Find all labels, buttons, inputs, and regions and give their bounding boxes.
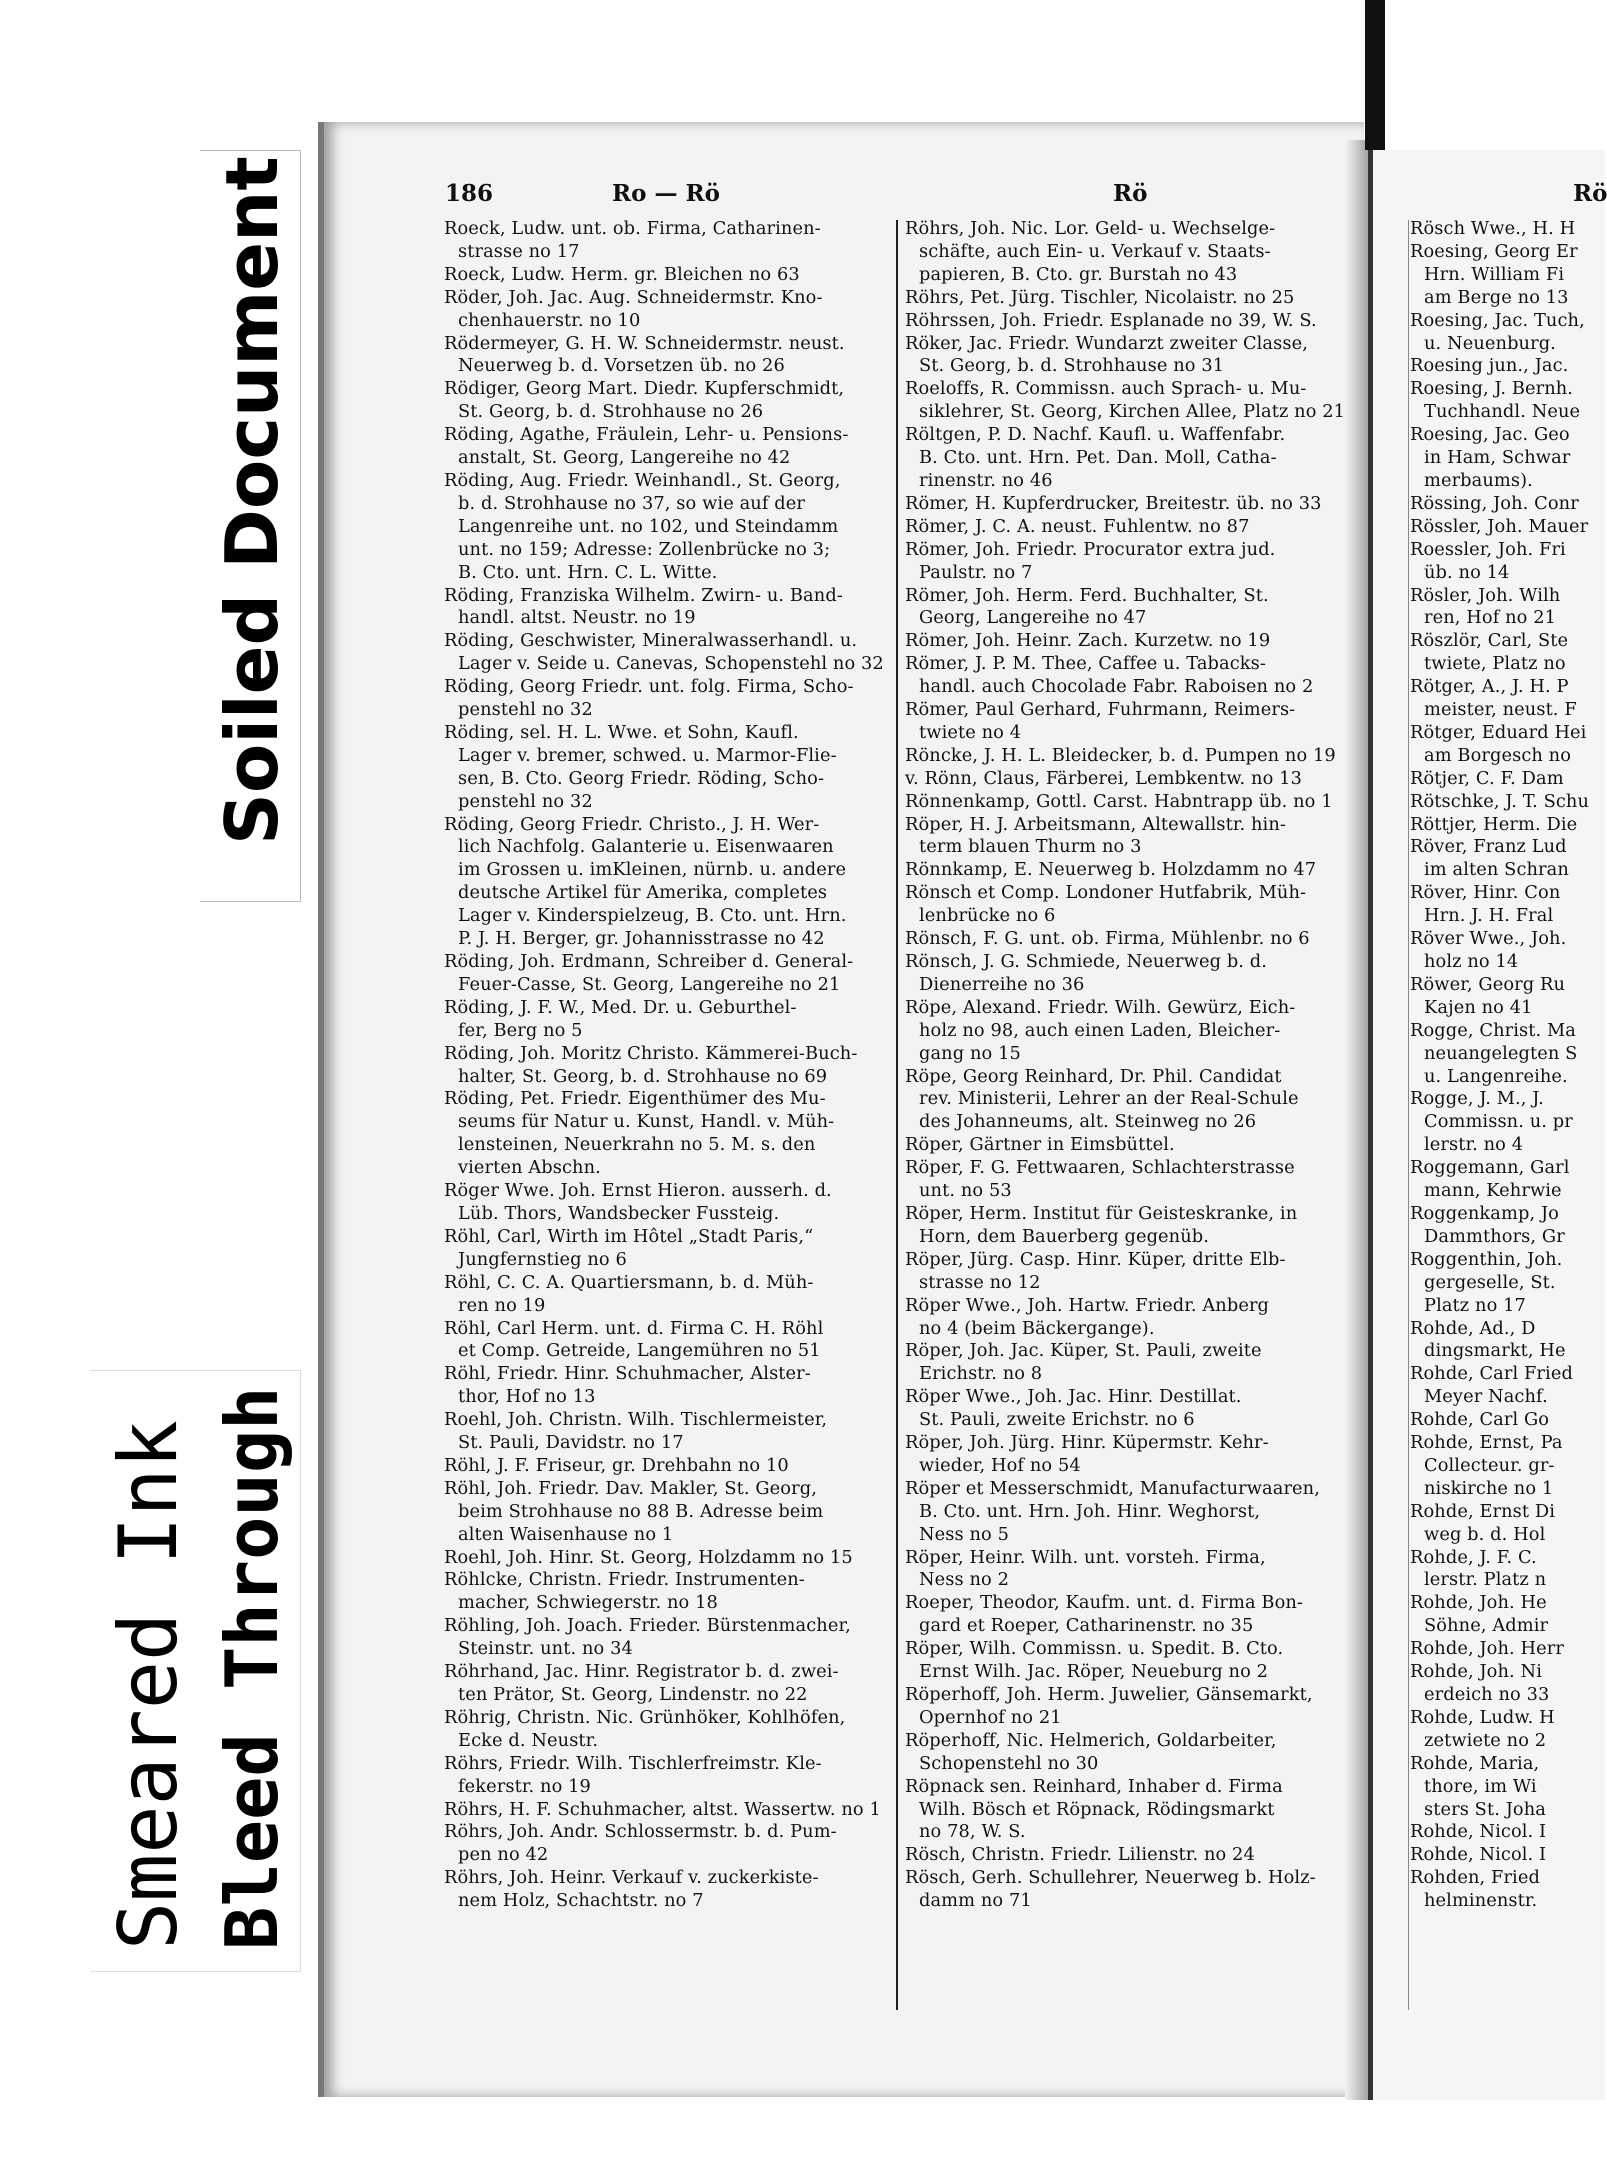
directory-line: strasse no 12 xyxy=(919,1271,1041,1293)
directory-line: B. Cto. unt. Hrn. Joh. Hinr. Weghorst, xyxy=(919,1500,1261,1522)
directory-line: im Grossen u. imKleinen, nürnb. u. andere xyxy=(458,859,847,881)
directory-line: Rohde, Joh. Ni xyxy=(1410,1661,1542,1683)
directory-line: thor, Hof no 13 xyxy=(458,1386,596,1408)
directory-line: Feuer-Casse, St. Georg, Langereihe no 21 xyxy=(458,973,841,995)
directory-line: Rohde, Nicol. I xyxy=(1410,1821,1547,1843)
directory-line: Roeck, Ludw. Herm. gr. Bleichen no 63 xyxy=(444,263,800,285)
directory-line: Roesing, Jac. Tuch, xyxy=(1410,309,1585,331)
directory-line: Roggenkamp, Jo xyxy=(1410,1202,1559,1224)
directory-line: gard et Roeper, Catharinenstr. no 35 xyxy=(919,1615,1254,1637)
directory-line: lenbrücke no 6 xyxy=(919,905,1056,927)
directory-line: fer, Berg no 5 xyxy=(458,1019,583,1041)
directory-line: Römer, Paul Gerhard, Fuhrmann, Reimers- xyxy=(905,699,1296,721)
directory-line: Röper, H. J. Arbeitsmann, Altewallstr. hin- xyxy=(905,813,1286,835)
directory-line: Röper, Jürg. Casp. Hinr. Küper, dritte Elb- xyxy=(905,1248,1286,1270)
directory-line: Röhling, Joh. Joach. Frieder. Bürstenmacher, xyxy=(444,1615,851,1637)
directory-line: Dammthors, Gr xyxy=(1424,1225,1565,1247)
directory-line: Rönsch, J. G. Schmiede, Neuerweg b. d. xyxy=(905,951,1268,972)
directory-line: alten Waisenhause no 1 xyxy=(458,1523,674,1545)
directory-line: Römer, Joh. Heinr. Zach. Kurzetw. no 19 xyxy=(905,630,1271,652)
directory-line: Röhrs, Joh. Nic. Lor. Geld- u. Wechselge- xyxy=(905,218,1276,239)
directory-line: Schopenstehl no 30 xyxy=(919,1752,1099,1774)
directory-line: ren no 19 xyxy=(458,1294,546,1316)
directory-line: thore, im Wi xyxy=(1424,1775,1537,1797)
directory-line: Roeper, Theodor, Kaufm. unt. d. Firma Bon- xyxy=(905,1592,1304,1614)
directory-line: penstehl no 32 xyxy=(458,699,593,721)
directory-line: Georg, Langereihe no 47 xyxy=(919,607,1147,629)
directory-line: handl. auch Chocolade Fabr. Raboisen no 2 xyxy=(919,676,1314,698)
directory-line: beim Strohhause no 88 B. Adresse beim xyxy=(458,1500,824,1522)
directory-line: term blauen Thurm no 3 xyxy=(919,836,1142,858)
directory-line: Röper, Heinr. Wilh. unt. vorsteh. Firma, xyxy=(905,1546,1266,1568)
directory-line: Steinstr. unt. no 34 xyxy=(458,1638,633,1660)
running-header-left: Ro — Rö xyxy=(612,180,720,207)
column-divider xyxy=(896,220,898,2010)
directory-line: Röpe, Alexand. Friedr. Wilh. Gewürz, Eich- xyxy=(905,996,1296,1018)
directory-line: u. Neuenburg. xyxy=(1424,332,1556,354)
directory-line: Roggenthin, Joh. xyxy=(1410,1248,1563,1270)
directory-line: Röper, Herm. Institut für Geisteskranke, in xyxy=(905,1202,1298,1224)
directory-line: twiete no 4 xyxy=(919,721,1022,743)
directory-line: Römer, H. Kupferdrucker, Breitestr. üb. no 33 xyxy=(905,492,1322,514)
directory-line: fekerstr. no 19 xyxy=(458,1775,591,1797)
directory-line: Paulstr. no 7 xyxy=(919,561,1033,583)
directory-line: weg b. d. Hol xyxy=(1424,1523,1546,1545)
directory-line: Röhl, Joh. Friedr. Dav. Makler, St. Georg, xyxy=(444,1477,817,1499)
directory-line: Roessler, Joh. Fri xyxy=(1410,538,1566,560)
directory-line: des Johanneums, alt. Steinweg no 26 xyxy=(919,1111,1257,1133)
directory-line: in Ham, Schwar xyxy=(1424,447,1571,469)
directory-line: Ecke d. Neustr. xyxy=(458,1729,599,1751)
directory-line: Rödermeyer, G. H. W. Schneidermstr. neust. xyxy=(444,332,845,354)
directory-line: P. J. H. Berger, gr. Johannisstrasse no 42 xyxy=(458,928,825,950)
directory-line: Röper, Joh. Jac. Küper, St. Pauli, zweite xyxy=(905,1340,1262,1362)
directory-line: Rötger, A., J. H. P xyxy=(1410,676,1569,698)
directory-line: Rogge, Christ. Ma xyxy=(1410,1019,1577,1041)
directory-line: Roehl, Joh. Christn. Wilh. Tischlermeister, xyxy=(444,1409,828,1431)
directory-line: Röding, Georg Friedr. Christo., J. H. Wer- xyxy=(444,813,820,835)
directory-line: meister, neust. F xyxy=(1424,699,1577,721)
directory-line: halter, St. Georg, b. d. Strohhause no 69 xyxy=(458,1065,828,1087)
directory-line: Röhl, Carl, Wirth im Hôtel „Stadt Paris,“ xyxy=(444,1225,814,1247)
directory-line: strasse no 17 xyxy=(458,240,580,262)
directory-line: Neuerweg b. d. Vorsetzen üb. no 26 xyxy=(458,355,785,377)
directory-line: St. Pauli, Davidstr. no 17 xyxy=(458,1432,684,1454)
left-column xyxy=(444,218,892,1913)
directory-line: deutsche Artikel für Amerika, completes xyxy=(458,882,828,904)
directory-line: merbaums). xyxy=(1424,469,1533,491)
directory-line: Röper, Gärtner in Eimsbüttel. xyxy=(905,1134,1175,1156)
directory-line: B. Cto. unt. Hrn. Pet. Dan. Moll, Catha- xyxy=(919,447,1277,469)
directory-line: Kajen no 41 xyxy=(1424,996,1533,1018)
directory-line: Jungfernstieg no 6 xyxy=(458,1248,627,1270)
directory-line: Röhrs, Joh. Heinr. Verkauf v. zuckerkiste- xyxy=(444,1867,819,1889)
directory-line: Wilh. Bösch et Röpnack, Rödingsmarkt xyxy=(919,1798,1275,1820)
directory-line: Roehl, Joh. Hinr. St. Georg, Holzdamm no 15 xyxy=(444,1546,853,1568)
directory-line: Röwer, Georg Ru xyxy=(1410,973,1565,995)
directory-line: Rohde, Carl Go xyxy=(1410,1409,1550,1431)
directory-line: Rösch Wwe., H. H xyxy=(1410,218,1576,239)
directory-line: Römer, J. C. A. neust. Fuhlentw. no 87 xyxy=(905,515,1250,537)
directory-line: St. Pauli, zweite Erichstr. no 6 xyxy=(919,1409,1195,1431)
soiled-document-label: Soiled Document xyxy=(210,156,294,845)
directory-line: Röpnack sen. Reinhard, Inhaber d. Firma xyxy=(905,1775,1283,1797)
directory-line: Meyer Nachf. xyxy=(1424,1386,1548,1408)
directory-line: Röperhoff, Joh. Herm. Juwelier, Gänsemarkt, xyxy=(905,1684,1313,1705)
directory-line: Rogge, J. M., J. xyxy=(1410,1088,1544,1110)
directory-line: Rohde, Maria, xyxy=(1410,1752,1540,1774)
directory-line: handl. altst. Neustr. no 19 xyxy=(458,607,696,629)
directory-line: im alten Schran xyxy=(1424,859,1569,881)
directory-line: St. Georg, b. d. Strohhause no 31 xyxy=(919,355,1225,377)
directory-line: Rösch, Gerh. Schullehrer, Neuerweg b. Holz- xyxy=(905,1867,1316,1889)
directory-line: Röhrs, Pet. Jürg. Tischler, Nicolaistr. no 25 xyxy=(905,286,1295,308)
smeared-ink-label: Smeared Ink xyxy=(102,1420,195,1950)
directory-line: Röper, Joh. Jürg. Hinr. Küpermstr. Kehr- xyxy=(905,1432,1269,1454)
directory-line: am Berge no 13 xyxy=(1424,286,1569,308)
directory-line: rinenstr. no 46 xyxy=(919,469,1053,491)
directory-line: Ernst Wilh. Jac. Röper, Neueburg no 2 xyxy=(919,1661,1269,1683)
directory-line: Röger Wwe. Joh. Ernst Hieron. ausserh. d. xyxy=(444,1180,832,1202)
directory-line: Röding, Franziska Wilhelm. Zwirn- u. Band- xyxy=(444,584,843,606)
directory-line: Römer, Joh. Herm. Ferd. Buchhalter, St. xyxy=(905,584,1269,606)
directory-line: Röder, Joh. Jac. Aug. Schneidermstr. Kno- xyxy=(444,286,823,308)
directory-line: Rötger, Eduard Hei xyxy=(1410,721,1587,743)
directory-line: gang no 15 xyxy=(919,1042,1021,1064)
directory-line: unt. no 159; Adresse: Zollenbrücke no 3; xyxy=(458,538,831,560)
directory-line: ten Prätor, St. Georg, Lindenstr. no 22 xyxy=(458,1684,808,1705)
directory-line: Collecteur. gr- xyxy=(1424,1454,1555,1476)
bleed-through-label: Bleed Through xyxy=(210,1386,294,1950)
directory-line: Rösler, Joh. Wilh xyxy=(1410,584,1561,606)
directory-line: Röker, Jac. Friedr. Wundarzt zweiter Classe, xyxy=(905,332,1308,354)
directory-line: Rohde, Carl Fried xyxy=(1410,1363,1573,1385)
directory-line: Röszlör, Carl, Ste xyxy=(1410,630,1569,652)
directory-line: Rönsch, F. G. unt. ob. Firma, Mühlenbr. no 6 xyxy=(905,928,1310,950)
directory-line: Röding, Joh. Moritz Christo. Kämmerei-Buch- xyxy=(444,1042,858,1064)
directory-line: Röding, Agathe, Fräulein, Lehr- u. Pensions- xyxy=(444,424,849,446)
directory-line: Rohden, Fried xyxy=(1410,1867,1540,1889)
directory-line: Erichstr. no 8 xyxy=(919,1363,1043,1385)
adjacent-column-divider xyxy=(1408,220,1409,2010)
directory-line: Röncke, J. H. L. Bleidecker, b. d. Pumpen no 19 xyxy=(905,744,1336,766)
directory-line: Rohde, Ernst Di xyxy=(1410,1500,1556,1522)
directory-line: am Borgesch no xyxy=(1424,744,1572,766)
directory-line: Hrn. William Fi xyxy=(1424,263,1565,285)
directory-line: Roesing, J. Bernh. xyxy=(1410,378,1574,400)
directory-line: Röper, Wilh. Commissn. u. Spedit. B. Cto. xyxy=(905,1638,1284,1660)
directory-line: üb. no 14 xyxy=(1424,561,1510,583)
directory-line: vierten Abschn. xyxy=(458,1157,601,1179)
directory-line: Söhne, Admir xyxy=(1424,1615,1549,1637)
directory-line: B. Cto. unt. Hrn. C. L. Witte. xyxy=(458,561,718,583)
directory-line: macher, Schwiegerstr. no 18 xyxy=(458,1592,718,1614)
directory-line: Langenreihe unt. no 102, und Steindamm xyxy=(458,515,839,537)
directory-line: Rohde, Joh. Herr xyxy=(1410,1638,1564,1660)
directory-line: v. Rönn, Claus, Färberei, Lembkentw. no 13 xyxy=(905,767,1302,789)
directory-line: Röper, F. G. Fettwaaren, Schlachterstrasse xyxy=(905,1157,1295,1179)
directory-line: pen no 42 xyxy=(458,1844,549,1866)
directory-line: Ness no 5 xyxy=(919,1523,1010,1545)
directory-line: Röpe, Georg Reinhard, Dr. Phil. Candidat xyxy=(905,1065,1282,1087)
directory-line: Röhrs, H. F. Schuhmacher, altst. Wassertw. no 1 xyxy=(444,1798,881,1820)
directory-line: Lager v. Seide u. Canevas, Schopenstehl no 32 xyxy=(458,653,884,675)
directory-line: Roggemann, Garl xyxy=(1410,1157,1570,1179)
directory-line: et Comp. Getreide, Langemühren no 51 xyxy=(458,1340,821,1362)
directory-line: Röding, J. F. W., Med. Dr. u. Geburthel- xyxy=(444,996,797,1018)
directory-line: niskirche no 1 xyxy=(1424,1477,1554,1499)
directory-line: Röhl, Carl Herm. unt. d. Firma C. H. Röhl xyxy=(444,1317,824,1339)
directory-line: Röper et Messerschmidt, Manufacturwaaren, xyxy=(905,1477,1320,1499)
directory-line: damm no 71 xyxy=(919,1890,1032,1912)
directory-line: Commissn. u. pr xyxy=(1424,1111,1573,1133)
directory-line: Roeck, Ludw. unt. ob. Firma, Catharinen- xyxy=(444,218,821,239)
directory-line: Rötjer, C. F. Dam xyxy=(1410,767,1564,789)
directory-line: holz no 14 xyxy=(1424,951,1519,972)
directory-line: Rönsch et Comp. Londoner Hutfabrik, Müh- xyxy=(905,882,1307,904)
directory-line: lensteinen, Neuerkrahn no 5. M. s. den xyxy=(458,1134,816,1156)
directory-line: ren, Hof no 21 xyxy=(1424,607,1557,629)
directory-line: schäfte, auch Ein- u. Verkauf v. Staats- xyxy=(919,240,1271,262)
directory-line: Röhl, J. F. Friseur, gr. Drehbahn no 10 xyxy=(444,1454,789,1476)
directory-line: Röper Wwe., Joh. Hartw. Friedr. Anberg xyxy=(905,1294,1270,1316)
directory-line: Röhl, Friedr. Hinr. Schuhmacher, Alster- xyxy=(444,1363,811,1385)
directory-line: Rönnkamp, E. Neuerweg b. Holzdamm no 47 xyxy=(905,859,1317,881)
directory-line: anstalt, St. Georg, Langereihe no 42 xyxy=(458,447,791,469)
directory-line: Rösch, Christn. Friedr. Lilienstr. no 24 xyxy=(905,1844,1255,1866)
directory-line: Römer, J. P. M. Thee, Caffee u. Tabacks- xyxy=(905,653,1266,675)
directory-line: gergeselle, St. xyxy=(1424,1271,1556,1293)
directory-line: Opernhof no 21 xyxy=(919,1706,1062,1728)
directory-line: Röhrhand, Jac. Hinr. Registrator b. d. zwei- xyxy=(444,1661,839,1683)
directory-line: Röhrs, Joh. Andr. Schlossermstr. b. d. Pum- xyxy=(444,1821,837,1843)
directory-line: dingsmarkt, He xyxy=(1424,1340,1566,1362)
directory-line: Röding, Joh. Erdmann, Schreiber d. General- xyxy=(444,951,854,972)
directory-line: sen, B. Cto. Georg Friedr. Röding, Scho- xyxy=(458,767,825,789)
directory-line: Röver, Franz Lud xyxy=(1410,836,1567,858)
directory-line: Rohde, Joh. He xyxy=(1410,1592,1547,1614)
directory-line: Rötschke, J. T. Schu xyxy=(1410,790,1590,812)
directory-line: lerstr. no 4 xyxy=(1424,1134,1524,1156)
right-column xyxy=(905,218,1345,1913)
directory-line: helminenstr. xyxy=(1424,1890,1538,1912)
directory-line: Röding, Aug. Friedr. Weinhandl., St. Georg, xyxy=(444,469,841,491)
directory-line: Rödiger, Georg Mart. Diedr. Kupferschmidt, xyxy=(444,378,845,400)
directory-line: Ness no 2 xyxy=(919,1569,1010,1591)
directory-line: Römer, Joh. Friedr. Procurator extra jud. xyxy=(905,538,1276,560)
directory-line: St. Georg, b. d. Strohhause no 26 xyxy=(458,401,764,423)
directory-line: zetwiete no 2 xyxy=(1424,1729,1547,1751)
directory-line: no 4 (beim Bäckergange). xyxy=(919,1317,1155,1339)
directory-line: Rohde, Nicol. I xyxy=(1410,1844,1547,1866)
page-number: 186 xyxy=(445,180,494,207)
directory-line: Rönnenkamp, Gottl. Carst. Habntrapp üb. no 1 xyxy=(905,790,1333,812)
directory-line: wieder, Hof no 54 xyxy=(919,1454,1081,1476)
directory-line: Roesing, Georg Er xyxy=(1410,240,1578,262)
directory-line: Rössler, Joh. Mauer xyxy=(1410,515,1589,537)
binding-strip xyxy=(1365,0,1385,150)
directory-line: Roesing jun., Jac. xyxy=(1410,355,1569,377)
directory-line: Lager v. bremer, schwed. u. Marmor-Flie- xyxy=(458,744,837,766)
directory-line: Hrn. J. H. Fral xyxy=(1424,905,1554,927)
running-header-adjacent: Rö xyxy=(1573,180,1607,207)
running-header-right: Rö xyxy=(1113,180,1148,207)
directory-line: Röding, Geschwister, Mineralwasserhandl. u. xyxy=(444,630,858,652)
directory-line: Röding, Georg Friedr. unt. folg. Firma, Scho- xyxy=(444,676,854,698)
directory-line: b. d. Strohhause no 37, so wie auf der xyxy=(458,492,805,514)
directory-line: Röhrs, Friedr. Wilh. Tischlerfreimstr. Kle- xyxy=(444,1752,822,1774)
directory-line: Röding, Pet. Friedr. Eigenthümer des Mu- xyxy=(444,1088,826,1110)
directory-line: Röltgen, P. D. Nachf. Kaufl. u. Waffenfabr. xyxy=(905,424,1286,446)
directory-line: Rohde, J. F. C. xyxy=(1410,1546,1537,1568)
directory-line: Röding, sel. H. L. Wwe. et Sohn, Kaufl. xyxy=(444,721,799,743)
directory-line: no 78, W. S. xyxy=(919,1821,1026,1843)
directory-line: Roeloffs, R. Commissn. auch Sprach- u. Mu- xyxy=(905,378,1307,400)
directory-line: Röper Wwe., Joh. Jac. Hinr. Destillat. xyxy=(905,1386,1242,1408)
directory-line: Rohde, Ernst, Pa xyxy=(1410,1432,1563,1454)
directory-line: Dienerreihe no 36 xyxy=(919,973,1085,995)
directory-line: rev. Ministerii, Lehrer an der Real-Schule xyxy=(919,1088,1299,1110)
directory-line: Röhlcke, Christn. Friedr. Instrumenten- xyxy=(444,1569,805,1591)
directory-line: Roesing, Jac. Geo xyxy=(1410,424,1570,446)
directory-line: lich Nachfolg. Galanterie u. Eisenwaaren xyxy=(458,836,834,858)
directory-line: Röhrig, Christn. Nic. Grünhöker, Kohlhöfen, xyxy=(444,1706,846,1728)
directory-line: Röver, Hinr. Con xyxy=(1410,882,1561,904)
directory-line: twiete, Platz no xyxy=(1424,653,1566,675)
directory-line: Röttjer, Herm. Die xyxy=(1410,813,1578,835)
directory-line: Röperhoff, Nic. Helmerich, Goldarbeiter, xyxy=(905,1729,1277,1751)
directory-line: papieren, B. Cto. gr. Burstah no 43 xyxy=(919,263,1238,285)
directory-line: sters St. Joha xyxy=(1424,1798,1546,1820)
directory-line: Rohde, Ludw. H xyxy=(1410,1706,1555,1728)
directory-line: mann, Kehrwie xyxy=(1424,1180,1562,1202)
directory-line: chenhauerstr. no 10 xyxy=(458,309,641,331)
directory-line: holz no 98, auch einen Laden, Bleicher- xyxy=(919,1019,1281,1041)
adjacent-page-column xyxy=(1410,218,1600,1913)
directory-line: Rohde, Ad., D xyxy=(1410,1317,1536,1339)
directory-line: nem Holz, Schachtstr. no 7 xyxy=(458,1890,704,1912)
directory-line: unt. no 53 xyxy=(919,1180,1012,1202)
directory-line: siklehrer, St. Georg, Kirchen Allee, Platz no 21 xyxy=(919,401,1346,423)
directory-line: erdeich no 33 xyxy=(1424,1684,1550,1705)
directory-line: penstehl no 32 xyxy=(458,790,593,812)
directory-line: Röhrssen, Joh. Friedr. Esplanade no 39, W. S. xyxy=(905,309,1317,331)
directory-line: Röhl, C. C. A. Quartiersmann, b. d. Müh- xyxy=(444,1271,814,1293)
directory-line: Rössing, Joh. Conr xyxy=(1410,492,1579,514)
directory-line: lerstr. Platz n xyxy=(1424,1569,1547,1591)
directory-line: Platz no 17 xyxy=(1424,1294,1526,1316)
directory-line: Horn, dem Bauerberg gegenüb. xyxy=(919,1225,1210,1247)
directory-line: Lüb. Thors, Wandsbecker Fussteig. xyxy=(458,1202,780,1224)
directory-line: Lager v. Kinderspielzeug, B. Cto. unt. Hrn. xyxy=(458,905,847,927)
directory-line: seums für Natur u. Kunst, Handl. v. Müh- xyxy=(458,1111,835,1133)
directory-line: neuangelegten S xyxy=(1424,1042,1578,1064)
directory-line: Tuchhandl. Neue xyxy=(1424,401,1581,423)
directory-line: Röver Wwe., Joh. xyxy=(1410,928,1567,950)
directory-line: u. Langenreihe. xyxy=(1424,1065,1568,1087)
